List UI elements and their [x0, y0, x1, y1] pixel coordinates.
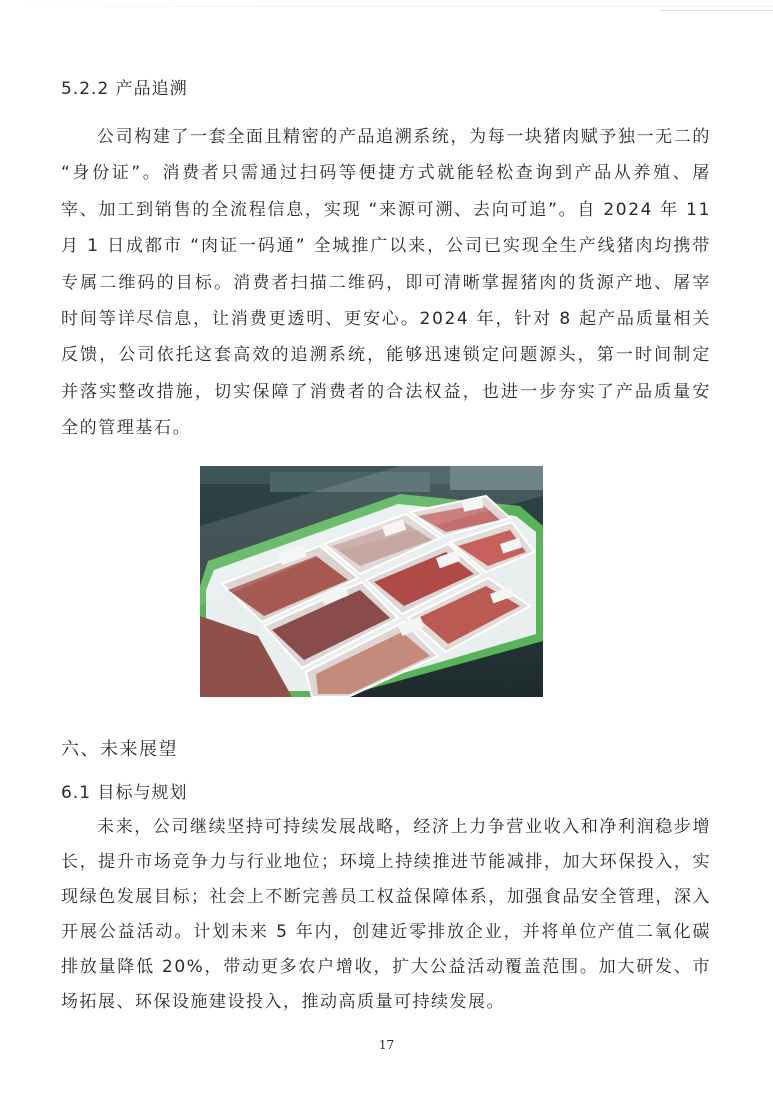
corner-rule — [660, 10, 773, 11]
section-heading-future: 六、未来展望 — [61, 739, 178, 760]
packaged-pork-image — [200, 466, 543, 697]
section-heading-5-2-2: 5.2.2 产品追溯 — [61, 79, 188, 99]
packaged-pork-photo — [200, 466, 543, 697]
goals-paragraph: 未来，公司继续坚持可持续发展战略，经济上力争营业收入和净利润稳步增长，提升市场竞争力与行业地位；环境上持续推进节能减排，加大环保投入，实现绿色发展目标；社会上不断完善员工权益保障体系，加强食品安全管理，深入开展公益活动。计划未来 5 年内，创建近零排放企业，并将单位产值二氧化碳排放量降低 20%，带动更多农户增收，扩大公益活动覆盖范围。加大研发、市场拓展、环保设施建设投入，推动高质量可持续发展。 — [61, 817, 711, 1012]
traceability-paragraph: 公司构建了一套全面且精密的产品追溯系统，为每一块猪肉赋予独一无二的 “身份证”。消费者只需通过扫码等便捷方式就能轻松查询到产品从养殖、屠宰、加工到销售的全流程信息，实现 “来源可溯、去向可追”。自 2024 年 11 月 1 日成都市 “肉证一码通” 全城推广以来，公司已实现全生产线猪肉均携带专属二维码的目标。消费者扫描二维码，即可清晰掌握猪肉的货源产地、屠宰时间等详尽信息，让消费更透明、更安心。2024 年，针对 8 起产品质量相关反馈，公司依托这套高效的追溯系统，能够迅速锁定问题源头，第一时间制定并落实整改措施，切实保障了消费者的合法权益，也进一步夯实了产品质量安全的管理基石。 — [61, 127, 711, 439]
section-heading-6-1: 6.1 目标与规划 — [61, 783, 188, 803]
page-number: 17 — [378, 1038, 395, 1052]
top-rule — [0, 6, 773, 7]
